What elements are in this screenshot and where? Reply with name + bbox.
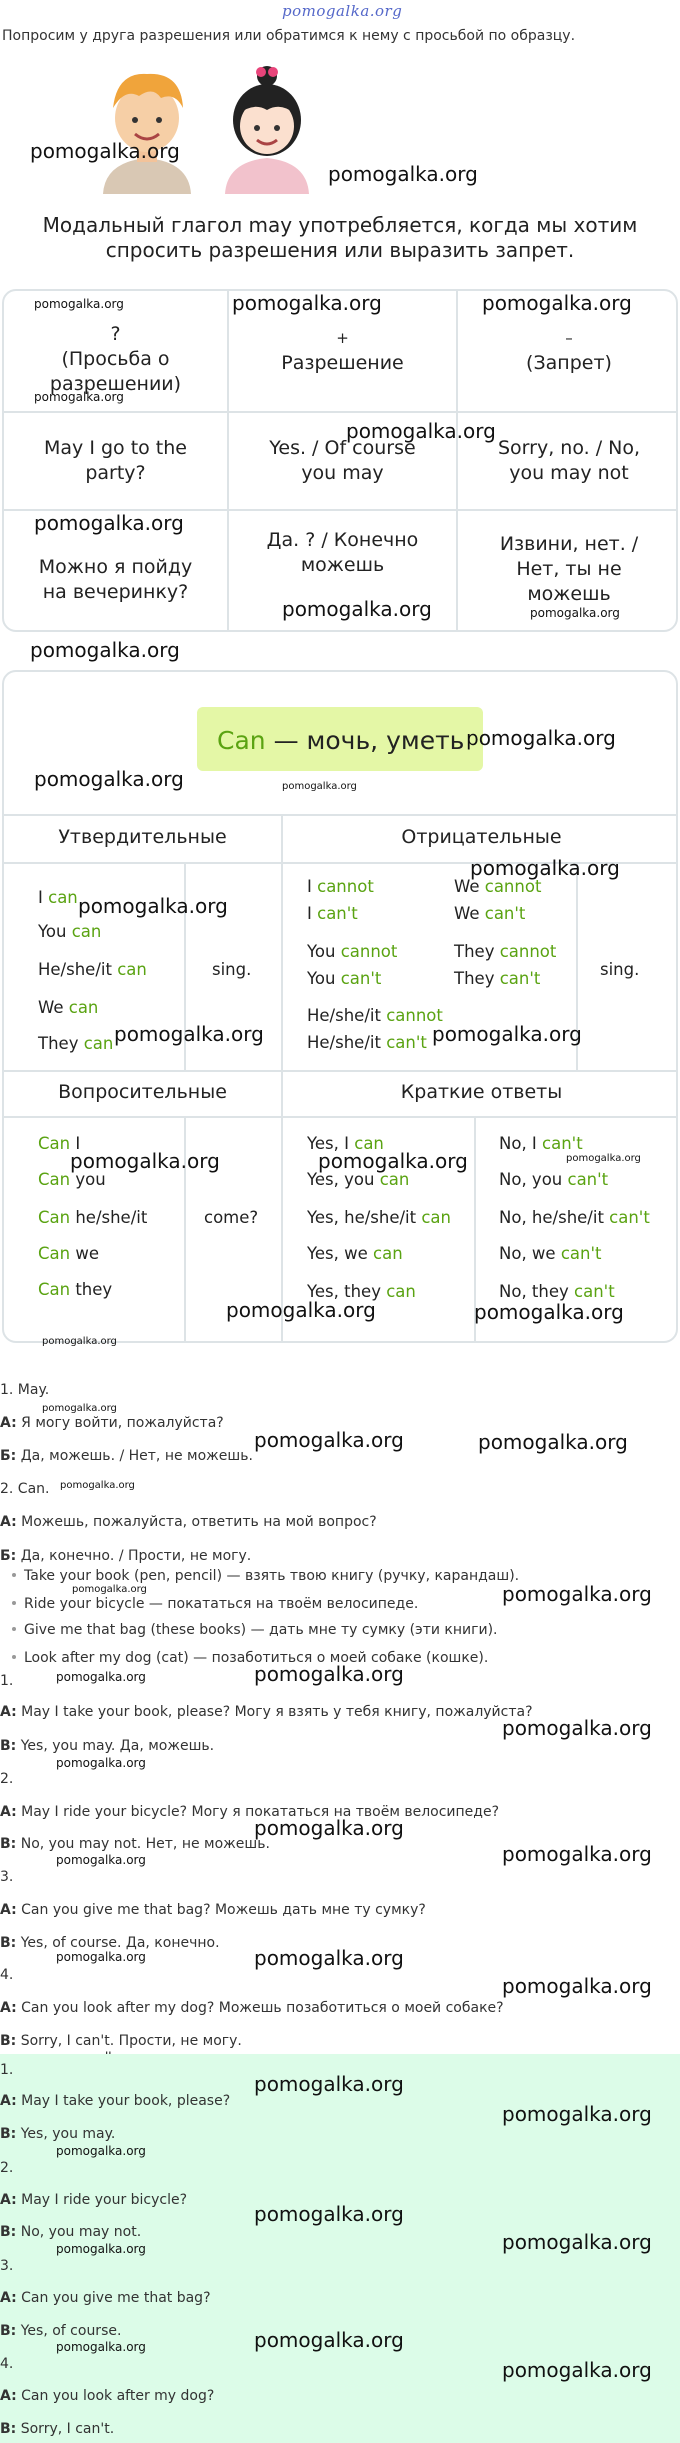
- yes-line: Yes, he/she/it can: [307, 1208, 451, 1227]
- boy-picture: [103, 74, 191, 194]
- yes-line: Yes, you can: [307, 1170, 410, 1189]
- watermark: pomogalka.org: [232, 291, 382, 315]
- affirm-line: We can: [38, 998, 99, 1017]
- site-logo[interactable]: pomogalka.org: [282, 2, 403, 20]
- watermark: pomogalka.org: [34, 767, 184, 791]
- yes-line: Yes, I can: [307, 1134, 384, 1153]
- phrase-item: Take your book (pen, pencil) — взять твою книгу (ручку, карандаш).: [12, 1568, 519, 1584]
- come-label: come?: [204, 1208, 259, 1227]
- watermark: pomogalka.org: [282, 781, 357, 792]
- watermark: pomogalka.org: [502, 1974, 652, 1998]
- affirm-line: He/she/it can: [38, 960, 147, 979]
- affirm-line: I can: [38, 888, 78, 907]
- watermark: pomogalka.org: [42, 1403, 117, 1414]
- phrase-item: Ride your bicycle — покататься на твоём велосипеде.: [12, 1596, 418, 1612]
- neg-line: We cannot: [454, 877, 542, 896]
- quest-line: Can you: [38, 1170, 106, 1189]
- watermark: pomogalka.org: [56, 1670, 146, 1684]
- watermark: pomogalka.org: [56, 1950, 146, 1964]
- dialog-line: A: Can you look after my dog? Можешь позаботиться о моей собаке?: [0, 2000, 504, 2016]
- watermark: pomogalka.org: [56, 2144, 146, 2158]
- rule-line-2: спросить разрешения или выразить запрет.: [105, 238, 575, 262]
- can-table: [2, 670, 678, 1343]
- watermark: pomogalka.org: [432, 1022, 582, 1046]
- watermark: pomogalka.org: [254, 1662, 404, 1686]
- may-cell-question-ru: Можно я пойду на вечеринку?: [38, 556, 193, 603]
- dialog-line: B: No, you may not.: [0, 2224, 142, 2240]
- dialog-line: B: Sorry, I can't. Прости, не могу.: [0, 2033, 242, 2049]
- neg-line: I cannot: [307, 877, 374, 896]
- dialog-line: Б: Да, можешь. / Нет, не можешь.: [0, 1448, 253, 1464]
- watermark: pomogalka.org: [346, 419, 496, 443]
- header-affirmative: Утвердительные: [58, 826, 227, 848]
- watermark: pomogalka.org: [502, 1842, 652, 1866]
- header-short-answers: Краткие ответы: [400, 1081, 563, 1103]
- dialog-number: 4.: [0, 2356, 14, 2372]
- dialog-line: A: May I ride your bicycle?: [0, 2192, 188, 2208]
- phrase-item: Give me that bag (these books) — дать мне ту сумку (эти книги).: [12, 1622, 498, 1638]
- may-cell-question-en: May I go to the party?: [44, 437, 187, 484]
- watermark: pomogalka.org: [566, 1153, 641, 1164]
- no-line: No, you can't: [499, 1170, 609, 1189]
- watermark: pomogalka.org: [318, 1149, 468, 1173]
- exercise-1-number: 1. May.: [0, 1382, 50, 1398]
- watermark: pomogalka.org: [56, 2242, 146, 2256]
- dialog-line: B: Yes, of course.: [0, 2323, 122, 2339]
- quest-line: Can he/she/it: [38, 1208, 148, 1227]
- neg-line: We can't: [454, 904, 526, 923]
- watermark: pomogalka.org: [502, 2102, 652, 2126]
- watermark: pomogalka.org: [34, 511, 184, 535]
- girl-picture: [225, 66, 309, 194]
- exercise-2-number: 2. Can.: [0, 1481, 50, 1497]
- sing-label: sing.: [212, 960, 252, 979]
- may-cell-ban-en: Sorry, no. / No, you may not: [497, 437, 641, 484]
- may-header-allow: + Разрешение: [281, 329, 404, 374]
- dialog-line: A: Can you look after my dog?: [0, 2388, 215, 2404]
- yes-line: Yes, they can: [307, 1282, 416, 1301]
- intro-text: Попросим у друга разрешения или обратимся к нему с просьбой по образцу.: [2, 28, 576, 44]
- no-line: No, they can't: [499, 1282, 615, 1301]
- watermark: pomogalka.org: [254, 1946, 404, 1970]
- may-header-request: ? (Просьба о разрешении): [49, 322, 182, 395]
- dialog-line: B: No, you may not. Нет, не можешь.: [0, 1836, 270, 1852]
- neg-line: They can't: [454, 969, 541, 988]
- neg-line: He/she/it cannot: [307, 1006, 443, 1025]
- kids-illustration: [95, 58, 325, 194]
- yes-line: Yes, we can: [307, 1244, 403, 1263]
- rule-line-1: Модальный глагол may употребляется, когда мы хотим: [42, 213, 638, 237]
- neg-line: You cannot: [307, 942, 398, 961]
- watermark: pomogalka.org: [42, 1336, 117, 1347]
- no-line: No, I can't: [499, 1134, 583, 1153]
- phrase-item: Look after my dog (cat) — позаботиться о моей собаке (кошке).: [12, 1650, 488, 1666]
- header-negative: Отрицательные: [401, 826, 562, 848]
- watermark: pomogalka.org: [474, 1300, 624, 1324]
- watermark: pomogalka.org: [78, 894, 228, 918]
- watermark: pomogalka.org: [30, 638, 180, 662]
- watermark: pomogalka.org: [226, 1298, 376, 1322]
- watermark: pomogalka.org: [502, 1716, 652, 1740]
- quest-line: Can we: [38, 1244, 99, 1263]
- watermark: pomogalka.org: [56, 2340, 146, 2354]
- watermark: pomogalka.org: [56, 1756, 146, 1770]
- header-questions: Вопросительные: [58, 1081, 227, 1103]
- dialog-number: 1.: [0, 1673, 14, 1689]
- no-line: No, he/she/it can't: [499, 1208, 650, 1227]
- neg-line: You can't: [307, 969, 382, 988]
- dialog-number: 1.: [0, 2062, 14, 2078]
- watermark: pomogalka.org: [254, 2328, 404, 2352]
- dialog-line: A: Я могу войти, пожалуйста?: [0, 1415, 224, 1431]
- dialog-line: A: May I ride your bicycle? Могу я покататься на твоём велосипеде?: [0, 1804, 500, 1820]
- dialog-number: 2.: [0, 1771, 14, 1787]
- quest-line: Can I: [38, 1134, 81, 1153]
- watermark: pomogalka.org: [466, 726, 616, 750]
- watermark: pomogalka.org: [254, 1428, 404, 1452]
- may-cell-allow-ru: Да. ? / Конечно можешь: [266, 529, 419, 576]
- watermark: pomogalka.org: [530, 606, 620, 620]
- watermark: pomogalka.org: [34, 297, 124, 311]
- dialog-number: 3.: [0, 1869, 14, 1885]
- may-cell-allow-en: Yes. / Of course you may: [269, 437, 416, 484]
- dialog-line: B: Sorry, I can't.: [0, 2421, 115, 2437]
- affirm-line: You can: [38, 922, 102, 941]
- may-cell-ban-ru: Извини, нет. / Нет, ты не можешь: [499, 532, 639, 605]
- dialog-number: 2.: [0, 2160, 14, 2176]
- watermark: pomogalka.org: [502, 2358, 652, 2382]
- watermark: pomogalka.org: [30, 139, 180, 163]
- watermark: pomogalka.org: [72, 1584, 147, 1595]
- neg-line: I can't: [307, 904, 358, 923]
- watermark: pomogalka.org: [502, 1582, 652, 1606]
- watermark: pomogalka.org: [478, 1430, 628, 1454]
- dialog-number: 3.: [0, 2258, 14, 2274]
- dialog-line: B: Yes, you may.: [0, 2126, 116, 2142]
- watermark: pomogalka.org: [254, 2202, 404, 2226]
- quest-line: Can they: [38, 1280, 113, 1299]
- watermark: pomogalka.org: [70, 1149, 220, 1173]
- dialog-line: A: Can you give me that bag? Можешь дать мне ту сумку?: [0, 1902, 426, 1918]
- dialog-line: A: Можешь, пожалуйста, ответить на мой вопрос?: [0, 1514, 377, 1530]
- dialog-line: A: Can you give me that bag?: [0, 2290, 211, 2306]
- neg-line: They cannot: [454, 942, 557, 961]
- watermark: pomogalka.org: [56, 1853, 146, 1867]
- watermark: pomogalka.org: [282, 597, 432, 621]
- watermark: pomogalka.org: [254, 2072, 404, 2096]
- may-header-ban: – (Запрет): [526, 329, 612, 374]
- dialog-line: Б: Да, конечно. / Прости, не могу.: [0, 1548, 252, 1564]
- dialog-line: A: May I take your book, please? Могу я взять у тебя книгу, пожалуйста?: [0, 1704, 533, 1720]
- neg-line: He/she/it can't: [307, 1033, 427, 1052]
- can-banner-text: Can — мочь, уметь: [217, 726, 465, 755]
- affirm-line: They can: [38, 1034, 114, 1053]
- dialog-line: B: Yes, you may. Да, можешь.: [0, 1738, 215, 1754]
- watermark: pomogalka.org: [470, 856, 620, 880]
- watermark: pomogalka.org: [114, 1022, 264, 1046]
- watermark: pomogalka.org: [60, 1480, 135, 1491]
- dialog-line: B: Yes, of course. Да, конечно.: [0, 1935, 220, 1951]
- sing-label: sing.: [600, 960, 640, 979]
- may-table: [2, 289, 678, 632]
- watermark: pomogalka.org: [482, 291, 632, 315]
- watermark: pomogalka.org: [34, 390, 124, 404]
- no-line: No, we can't: [499, 1244, 602, 1263]
- watermark: pomogalka.org: [328, 162, 478, 186]
- dialog-line: A: May I take your book, please?: [0, 2093, 231, 2109]
- watermark: pomogalka.org: [502, 2230, 652, 2254]
- dialog-number: 4.: [0, 1967, 14, 1983]
- watermark: pomogalka.org: [254, 1816, 404, 1840]
